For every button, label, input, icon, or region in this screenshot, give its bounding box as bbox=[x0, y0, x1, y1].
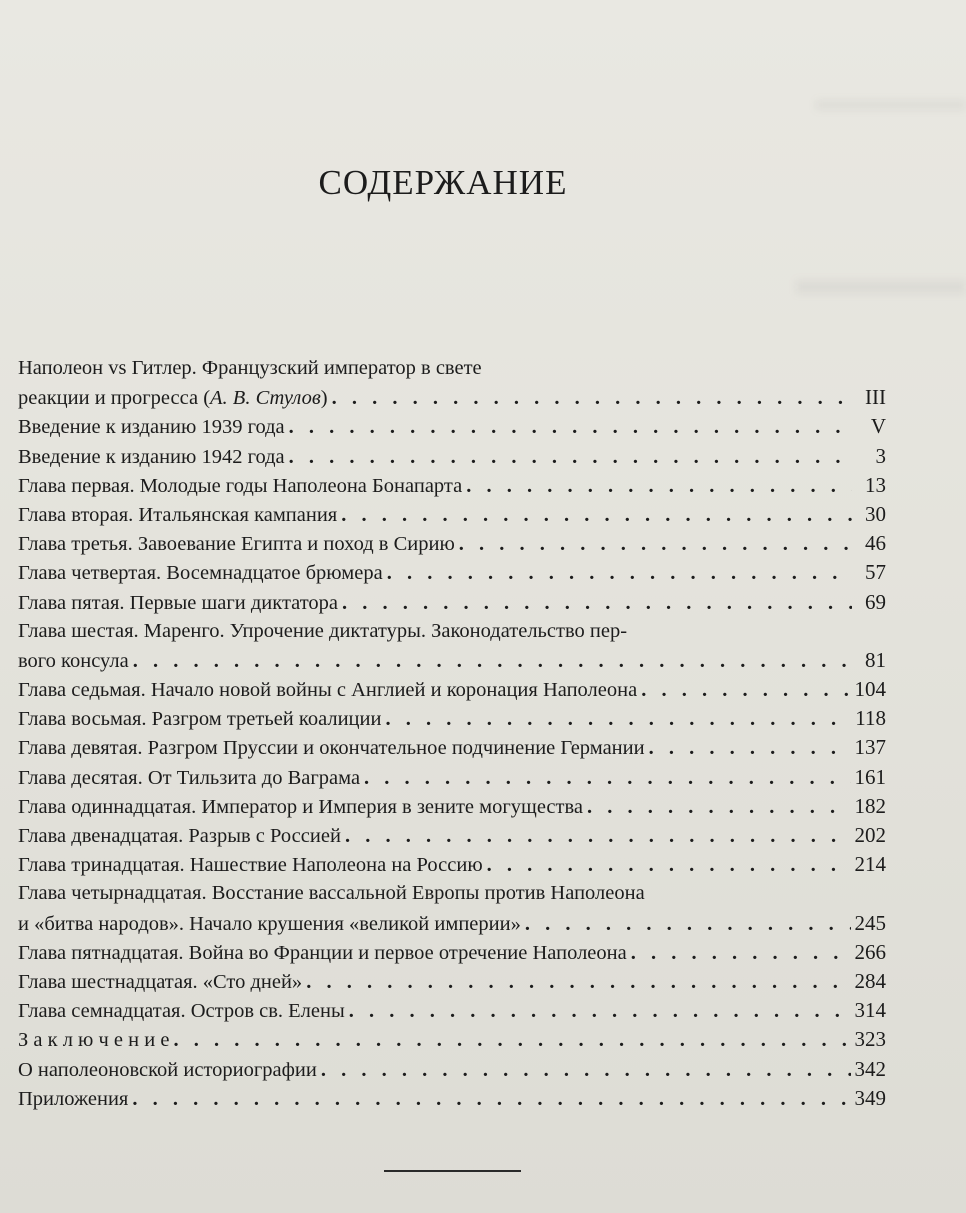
leader-dots bbox=[133, 647, 852, 676]
toc-entry-text: Наполеон vs Гитлер. Французский император в свете bbox=[18, 357, 482, 379]
toc-page-number: 118 bbox=[855, 706, 886, 731]
leader-dots bbox=[332, 384, 852, 413]
leader-dots bbox=[466, 472, 852, 501]
toc-entry-text: Глава вторая. Итальянская кампания bbox=[18, 503, 338, 526]
toc-row bbox=[18, 704, 886, 733]
toc-page-number: 161 bbox=[854, 764, 886, 789]
toc-row bbox=[18, 996, 886, 1025]
toc-entry-text: Введение к изданию 1942 года bbox=[18, 445, 285, 468]
toc-entry-text: Глава шестая. Маренго. Упрочение диктатуры. Законодательство пер- bbox=[18, 619, 628, 642]
toc-entry-text: З а к л ю ч е н и е bbox=[18, 1029, 170, 1052]
toc-row bbox=[18, 792, 886, 821]
table-of-contents bbox=[18, 354, 886, 1113]
toc-row bbox=[18, 558, 886, 587]
toc-row bbox=[18, 1055, 886, 1084]
toc-page-number: 214 bbox=[854, 852, 886, 877]
toc-page-number: 137 bbox=[854, 735, 886, 760]
toc-row-intro-line1 bbox=[18, 354, 886, 383]
toc-row-chapter6-line2 bbox=[18, 646, 886, 675]
toc-entry-text: Глава восьмая. Разгром третьей коалиции bbox=[18, 708, 382, 731]
leader-dots bbox=[345, 822, 851, 851]
toc-entry-text: Глава одиннадцатая. Император и Империя в зените могущества bbox=[18, 795, 583, 818]
toc-page-number: 182 bbox=[854, 793, 886, 818]
toc-entry-text: вого консула bbox=[18, 649, 129, 672]
leader-dots bbox=[289, 443, 852, 472]
toc-row bbox=[18, 938, 886, 967]
toc-page-number: III bbox=[865, 385, 886, 410]
toc-entry-text: Глава шестнадцатая. «Сто дней» bbox=[18, 970, 303, 993]
toc-entry-text: Введение к изданию 1939 года bbox=[18, 416, 285, 439]
toc-entry-text: Глава девятая. Разгром Пруссии и окончательное подчинение Германии bbox=[18, 737, 645, 760]
toc-row-chapter14-line2 bbox=[18, 909, 886, 938]
toc-row-chapter6-line1 bbox=[18, 617, 886, 646]
toc-entry-text: Глава десятая. От Тильзита до Ваграма bbox=[18, 766, 361, 789]
toc-row bbox=[18, 500, 886, 529]
leader-dots bbox=[349, 997, 851, 1026]
toc-row bbox=[18, 733, 886, 762]
leader-dots bbox=[132, 1085, 850, 1114]
toc-row bbox=[18, 588, 886, 617]
toc-page-number: 30 bbox=[865, 501, 886, 526]
toc-page-number: 3 bbox=[875, 443, 886, 468]
toc-row bbox=[18, 1084, 886, 1113]
toc-entry-text: Глава первая. Молодые годы Наполеона Бонапарта bbox=[18, 474, 463, 497]
leader-dots bbox=[587, 793, 851, 822]
toc-row bbox=[18, 850, 886, 879]
toc-page-number: 342 bbox=[854, 1056, 886, 1081]
toc-entry-text: Глава четвертая. Восемнадцатое брюмера bbox=[18, 562, 383, 585]
leader-dots bbox=[173, 1026, 850, 1055]
toc-page-number: 81 bbox=[865, 647, 886, 672]
toc-row bbox=[18, 967, 886, 996]
toc-entry-text: Глава седьмая. Начало новой войны с Англией и коронация Наполеона bbox=[18, 679, 638, 702]
toc-entry-text: Глава четырнадцатая. Восстание вассальной Европы против Наполеона bbox=[18, 882, 645, 905]
toc-entry-text: Глава тринадцатая. Нашествие Наполеона на Россию bbox=[18, 854, 483, 877]
leader-dots bbox=[341, 501, 852, 530]
leader-dots bbox=[385, 705, 851, 734]
toc-entry-text: О наполеоновской историографии bbox=[18, 1058, 317, 1081]
leader-dots bbox=[364, 764, 850, 793]
leader-dots bbox=[289, 413, 852, 442]
toc-entry-text: Глава двенадцатая. Разрыв с Россией bbox=[18, 825, 341, 847]
toc-row bbox=[18, 1025, 886, 1054]
toc-page-number: 323 bbox=[854, 1027, 886, 1052]
leader-dots bbox=[649, 734, 851, 763]
leader-dots bbox=[641, 676, 850, 705]
toc-entry-author: А. В. Стулов bbox=[210, 387, 321, 410]
leader-dots bbox=[387, 559, 852, 588]
toc-row bbox=[18, 442, 886, 471]
toc-page-number: 69 bbox=[865, 589, 886, 614]
toc-entry-text: Глава третья. Завоевание Египта и поход в Сирию bbox=[18, 533, 455, 556]
leader-dots bbox=[306, 968, 850, 997]
toc-row bbox=[18, 471, 886, 500]
toc-page-number: 245 bbox=[854, 910, 886, 935]
toc-page-number: 13 bbox=[865, 472, 886, 497]
toc-row bbox=[18, 763, 886, 792]
toc-page-number: 349 bbox=[854, 1085, 886, 1110]
toc-page-number: 284 bbox=[854, 968, 886, 993]
toc-row-chapter14-line1 bbox=[18, 879, 886, 908]
leader-dots bbox=[321, 1056, 851, 1085]
toc-row bbox=[18, 529, 886, 558]
toc-entry-text: и «битва народов». Начало крушения «великой империи» bbox=[18, 912, 521, 935]
toc-page-number: 46 bbox=[865, 531, 886, 556]
toc-row-intro-line2 bbox=[18, 383, 886, 412]
toc-page-number: 202 bbox=[854, 823, 886, 847]
toc-page-number: 314 bbox=[854, 998, 886, 1023]
leader-dots bbox=[342, 589, 852, 618]
toc-page-number: 57 bbox=[865, 560, 886, 585]
toc-row bbox=[18, 412, 886, 441]
leader-dots bbox=[459, 530, 852, 559]
page-title: СОДЕРЖАНИЕ bbox=[318, 163, 568, 202]
toc-row bbox=[18, 675, 886, 704]
leader-dots bbox=[487, 851, 851, 880]
toc-entry-text: реакции и прогресса (А. В. Стулов) bbox=[18, 387, 328, 410]
bottom-rule-divider bbox=[384, 1170, 521, 1172]
toc-page-number: 104 bbox=[854, 677, 886, 702]
toc-entry-text: Приложения bbox=[18, 1087, 129, 1110]
toc-page-number: 266 bbox=[854, 939, 886, 964]
leader-dots bbox=[631, 939, 851, 968]
toc-entry-text: Глава семнадцатая. Остров св. Елены bbox=[18, 1000, 345, 1023]
show-through-shadow bbox=[796, 280, 966, 294]
toc-entry-text: Глава пятнадцатая. Война во Франции и первое отречение Наполеона bbox=[18, 941, 627, 964]
toc-page-number: V bbox=[870, 414, 886, 439]
toc-row bbox=[18, 821, 886, 850]
toc-entry-text: Глава пятая. Первые шаги диктатора bbox=[18, 591, 339, 614]
show-through-shadow bbox=[816, 100, 966, 110]
leader-dots bbox=[525, 910, 851, 939]
